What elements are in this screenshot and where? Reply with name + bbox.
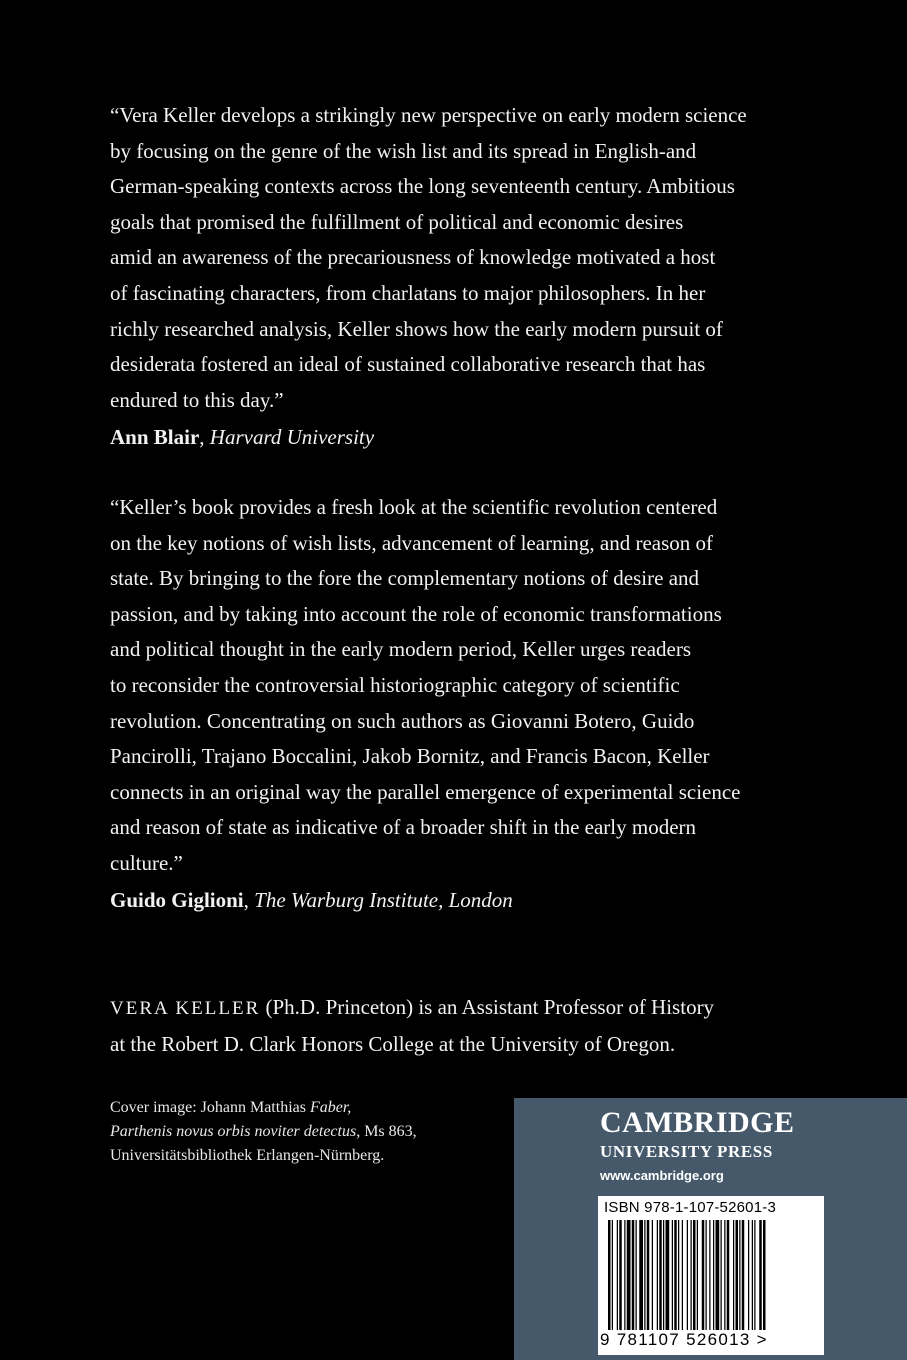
quote-line: “Vera Keller develops a strikingly new perspective on early modern science — [110, 103, 747, 127]
barcode-bar — [702, 1220, 705, 1330]
blurb-quote-1 — [110, 98, 810, 418]
publisher-logo: CAMBRIDGE — [600, 1106, 795, 1139]
credit-artist: Faber, — [309, 1099, 352, 1116]
barcode-bar — [678, 1220, 679, 1330]
quote-line: by focusing on the genre of the wish list and its spread in English-and — [110, 138, 697, 163]
barcode-bar — [721, 1220, 722, 1330]
credit-line-1 — [110, 1096, 417, 1120]
quote-line: to reconsider the controversial historiographic category of scientific — [110, 672, 680, 697]
cover-image-credit — [110, 1096, 417, 1168]
quote-line: “Keller’s book provides a fresh look at the scientific revolution centered — [110, 495, 718, 519]
barcode-bar — [608, 1220, 611, 1330]
attribution-separator: , — [243, 888, 255, 912]
publisher-subtitle: UNIVERSITY PRESS — [600, 1142, 773, 1161]
reviewer-name: Guido Giglioni — [110, 888, 244, 912]
barcode-digits: 9 781107 526013 > — [600, 1330, 768, 1349]
barcode-bar — [674, 1220, 677, 1330]
barcode-bar — [682, 1220, 683, 1330]
barcode-bar — [716, 1220, 720, 1330]
quote-line: Pancirolli, Trajano Boccalini, Jakob Bornitz, and Francis Bacon, Keller — [110, 744, 710, 769]
barcode-bar — [612, 1220, 613, 1330]
quote-line: endured to this day.” — [110, 387, 284, 412]
author-bio-line-2: at the Robert D. Clark Honors College at the University of Oregon. — [110, 1031, 676, 1056]
barcode-bar — [752, 1220, 753, 1330]
barcode-bar — [666, 1220, 670, 1330]
credit-prefix: Cover image: Johann Matthias — [110, 1099, 310, 1116]
barcode-bar — [727, 1220, 730, 1330]
barcode-bar — [763, 1220, 766, 1330]
barcode-card — [598, 1196, 824, 1355]
isbn-label: ISBN 978-1-107-52601-3 — [604, 1199, 777, 1216]
blurb-attribution-2 — [110, 885, 513, 915]
barcode-bar — [754, 1220, 755, 1330]
quote-line: desiderata fostered an ideal of sustained collaborative research that has — [110, 352, 706, 377]
barcode-bar — [736, 1220, 739, 1330]
barcode-bar — [627, 1220, 631, 1330]
publisher-url[interactable]: www.cambridge.org — [600, 1168, 724, 1183]
barcode-bar — [759, 1220, 762, 1330]
quote-line: revolution. Concentrating on such authors as Giovanni Botero, Guido — [110, 708, 695, 733]
quote-line: richly researched analysis, Keller shows how the early modern pursuit of — [110, 316, 723, 341]
quote-line: culture.” — [110, 850, 183, 875]
credit-line-2 — [110, 1120, 417, 1144]
reviewer-name: Ann Blair — [110, 425, 200, 449]
barcode-bar — [748, 1220, 749, 1330]
barcode-bar — [632, 1220, 635, 1330]
barcode-bar — [659, 1220, 662, 1330]
credit-ms: , Ms 863, — [356, 1123, 417, 1140]
barcode-bar — [742, 1220, 745, 1330]
quote-line: goals that promised the fulfillment of political and economic desires — [110, 209, 684, 234]
barcode-bar — [713, 1220, 714, 1330]
barcode-bar — [636, 1220, 637, 1330]
reviewer-affiliation: The Warburg Institute, London — [254, 888, 513, 912]
quote-line: state. By bringing to the fore the complementary notions of desire and — [110, 566, 700, 591]
quote-line: and reason of state as indicative of a broader shift in the early modern — [110, 815, 697, 840]
author-bio-line-1 — [110, 990, 714, 1027]
blurb-quote-2 — [110, 490, 810, 882]
barcode-bar — [647, 1220, 650, 1330]
barcode-bar — [672, 1220, 673, 1330]
reviewer-affiliation: Harvard University — [209, 425, 375, 449]
quote-line: of fascinating characters, from charlatans to major philosophers. In her — [110, 280, 706, 305]
quote-line: passion, and by taking into account the role of economic transformations — [110, 601, 722, 626]
barcode-bar — [639, 1220, 643, 1330]
barcode-bar — [733, 1220, 734, 1330]
author-bio-text: (Ph.D. Princeton) is an Assistant Professor of History — [260, 995, 715, 1019]
barcode-bar — [663, 1220, 664, 1330]
blurb-attribution-1 — [110, 422, 374, 452]
barcode-image — [608, 1220, 814, 1330]
barcode-bar — [624, 1220, 625, 1330]
barcode-bar — [724, 1220, 725, 1330]
quote-line: and political thought in the early modern period, Keller urges readers — [110, 637, 692, 662]
barcode-bar — [706, 1220, 707, 1330]
quote-line: connects in an original way the parallel emergence of experimental science — [110, 779, 741, 804]
credit-line-3: Universitätsbibliothek Erlangen-Nürnberg. — [110, 1147, 385, 1164]
quote-line: on the key notions of wish lists, advancement of learning, and reason of — [110, 530, 714, 555]
barcode-bar — [687, 1220, 688, 1330]
barcode-bar — [693, 1220, 696, 1330]
attribution-separator: , — [199, 425, 210, 449]
barcode-bar — [617, 1220, 618, 1330]
barcode-bar — [709, 1220, 710, 1330]
barcode-bar — [657, 1220, 658, 1330]
barcode-bar — [652, 1220, 653, 1330]
publisher-box — [514, 1098, 907, 1360]
credit-work-title: Parthenis novus orbis noviter detectus — [110, 1123, 357, 1140]
author-bio — [110, 990, 714, 1062]
barcode-bar — [691, 1220, 692, 1330]
barcode-bar — [644, 1220, 645, 1330]
barcode-bar — [739, 1220, 740, 1330]
quote-line: amid an awareness of the precariousness of knowledge motivated a host — [110, 245, 716, 270]
barcode-bar — [619, 1220, 622, 1330]
barcode-bar — [697, 1220, 698, 1330]
quote-line: German-speaking contexts across the long seventeenth century. Ambitious — [110, 174, 735, 199]
author-name: VERA KELLER — [110, 998, 261, 1019]
